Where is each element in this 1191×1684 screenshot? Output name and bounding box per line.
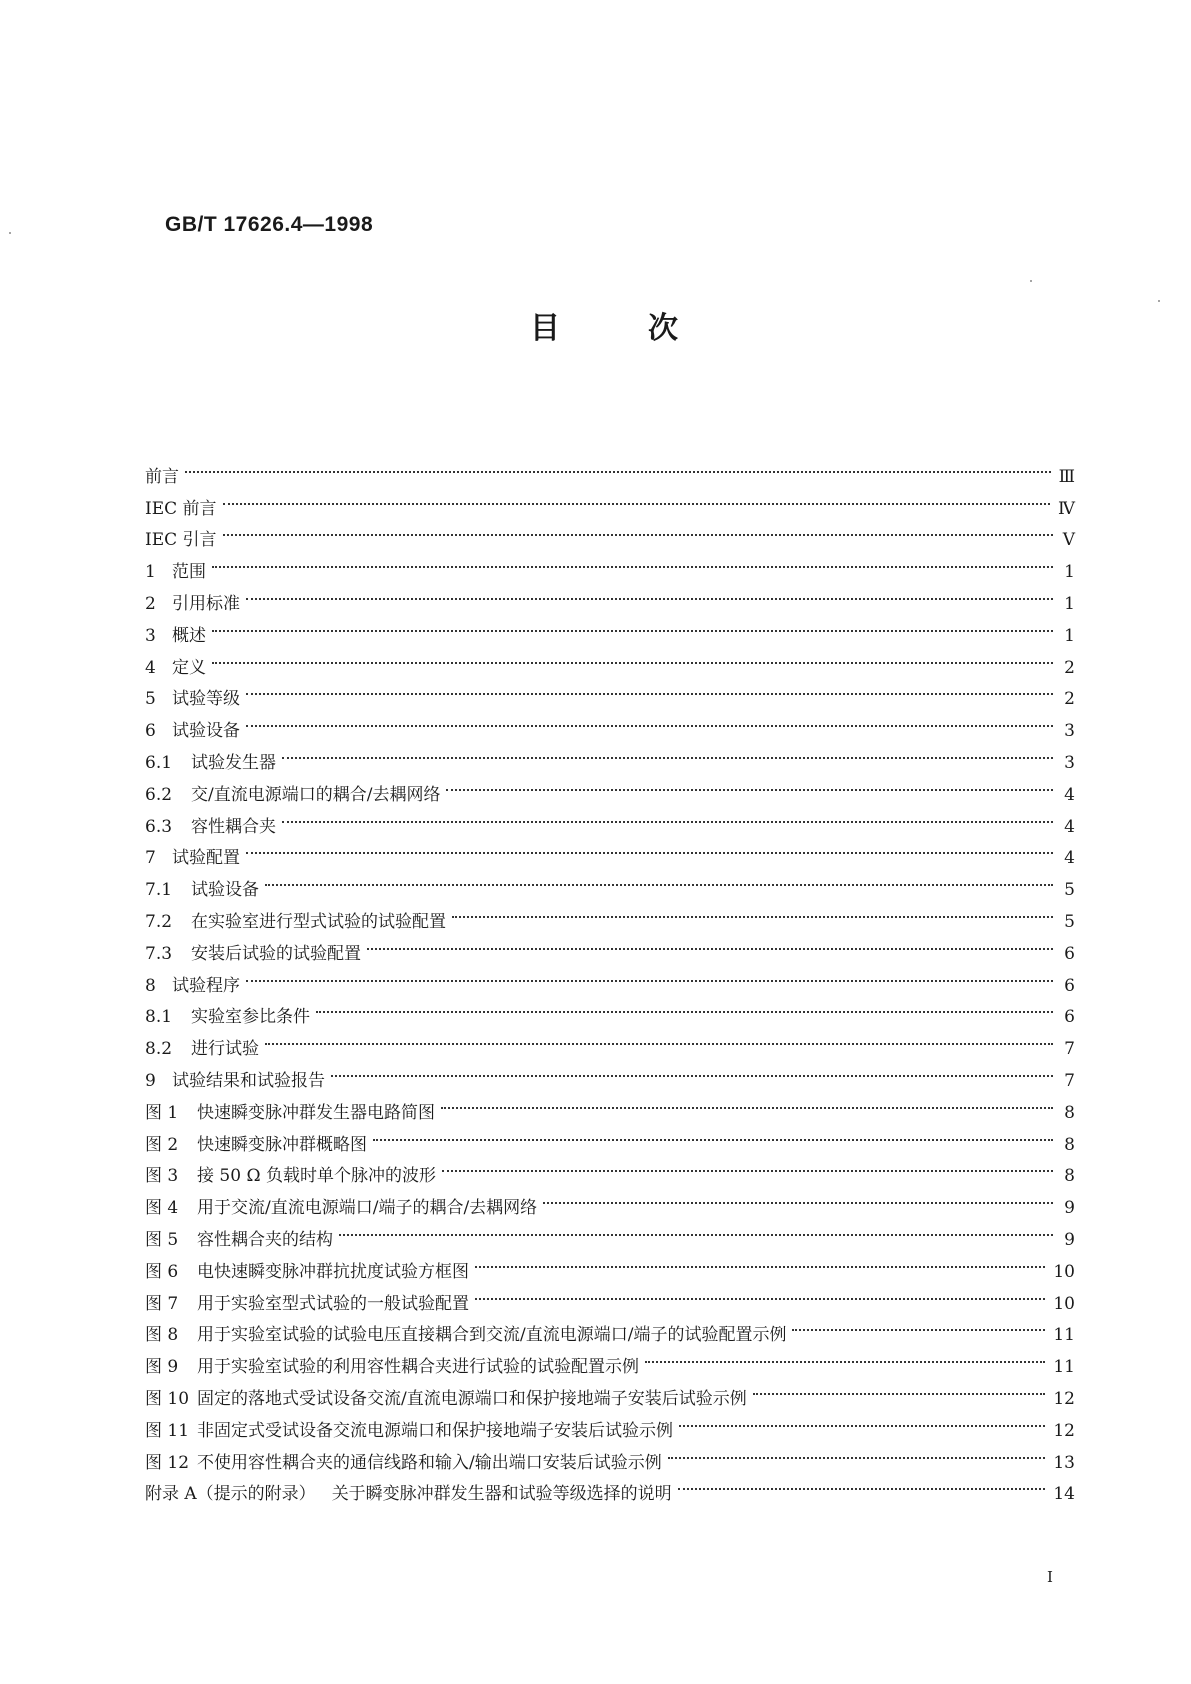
toc-entry[interactable] bbox=[145, 1054, 1075, 1091]
toc-entry-page: 6 bbox=[1064, 975, 1075, 996]
toc-entry[interactable] bbox=[145, 832, 1075, 869]
toc-leader-dots bbox=[265, 1022, 1053, 1054]
toc-entry-title: 快速瞬变脉冲群概略图 bbox=[197, 1134, 367, 1155]
toc-entry-title: IEC 引言 bbox=[145, 530, 217, 551]
toc-entry-title: 试验设备 bbox=[191, 880, 259, 901]
toc-leader-dots bbox=[441, 1086, 1053, 1118]
standard-code: GB/T 17626.4—1998 bbox=[165, 213, 374, 236]
toc-entry-title: 引用标准 bbox=[172, 593, 240, 614]
toc-leader-dots bbox=[316, 991, 1053, 1023]
toc-leader-dots bbox=[331, 1054, 1053, 1086]
toc-entry-label bbox=[145, 462, 185, 494]
toc-entry[interactable] bbox=[145, 991, 1075, 1028]
toc-entry-title: 试验结果和试验报告 bbox=[172, 1070, 325, 1091]
toc-leader-dots bbox=[678, 1468, 1046, 1500]
scan-speck bbox=[9, 232, 11, 234]
toc-entry[interactable] bbox=[145, 800, 1075, 837]
toc-entry-page: 8 bbox=[1064, 1102, 1075, 1123]
toc-entry-page: 1 bbox=[1064, 593, 1075, 614]
toc-entry-number: 6.1 bbox=[145, 752, 173, 773]
toc-entry-number: 7.3 bbox=[145, 943, 173, 964]
toc-leader-dots bbox=[246, 959, 1053, 991]
toc-entry-number: 8.1 bbox=[145, 1007, 173, 1028]
toc-entry-label bbox=[145, 1384, 753, 1416]
toc-entry-title: 固定的落地式受试设备交流/直流电源端口和保护接地端子安装后试验示例 bbox=[197, 1388, 747, 1409]
toc-entry-title: 容性耦合夹的结构 bbox=[197, 1229, 333, 1250]
toc-entry-label bbox=[145, 1161, 442, 1193]
toc-entry-number: 图 4 bbox=[145, 1198, 179, 1219]
scan-speck bbox=[1158, 300, 1160, 302]
toc-entry-title: 试验程序 bbox=[172, 975, 240, 996]
toc-leader-dots bbox=[543, 1181, 1053, 1213]
toc-entry-number: 6.3 bbox=[145, 816, 173, 837]
toc-leader-dots bbox=[679, 1404, 1045, 1436]
toc-entry-label bbox=[145, 1416, 679, 1448]
toc-entry-title: 范围 bbox=[172, 562, 206, 583]
toc-entry-number: 7.2 bbox=[145, 911, 173, 932]
toc-entry-page: 9 bbox=[1064, 1229, 1075, 1250]
toc-entry-label bbox=[145, 1034, 265, 1066]
toc-entry-number: 图 9 bbox=[145, 1357, 179, 1378]
toc-entry[interactable] bbox=[145, 1022, 1075, 1060]
toc-entry-page: 12 bbox=[1053, 1388, 1075, 1409]
toc-entry-page: 3 bbox=[1064, 721, 1075, 742]
toc-entry-number: 6.2 bbox=[145, 784, 173, 805]
toc-entry-number: 图 8 bbox=[145, 1325, 179, 1346]
toc-entry-page: Ⅲ bbox=[1058, 466, 1075, 487]
toc-entry[interactable] bbox=[145, 736, 1075, 773]
toc-entry-title: 安装后试验的试验配置 bbox=[191, 943, 361, 964]
toc-leader-dots bbox=[185, 450, 1051, 482]
toc-entry-page: Ⅳ bbox=[1058, 498, 1075, 519]
toc-entry[interactable] bbox=[145, 545, 1075, 583]
toc-entry-title: 不使用容性耦合夹的通信线路和输入/输出端口安装后试验示例 bbox=[197, 1452, 662, 1473]
toc-entry-title: 交/直流电源端口的耦合/去耦网络 bbox=[191, 784, 441, 805]
toc-entry-number: 3 bbox=[145, 625, 156, 646]
toc-leader-dots bbox=[265, 863, 1053, 895]
toc-entry[interactable] bbox=[145, 641, 1075, 678]
toc-entry-title: 用于实验室试验的利用容性耦合夹进行试验的试验配置示例 bbox=[197, 1357, 639, 1378]
toc-entry-page: 11 bbox=[1053, 1325, 1075, 1346]
toc-entry-number: 8 bbox=[145, 975, 156, 996]
toc-entry-label bbox=[145, 1479, 678, 1511]
toc-entry[interactable] bbox=[145, 895, 1075, 932]
toc-entry-page: 6 bbox=[1064, 943, 1075, 964]
toc-entry-title: 进行试验 bbox=[191, 1039, 259, 1060]
toc-entry-number: 5 bbox=[145, 689, 156, 710]
toc-entry-label bbox=[145, 716, 246, 748]
toc-leader-dots bbox=[452, 895, 1053, 927]
toc-entry-page: 7 bbox=[1064, 1039, 1075, 1060]
toc-entry-label bbox=[145, 1257, 475, 1289]
toc-entry-page: 7 bbox=[1064, 1070, 1075, 1091]
toc-entry-label bbox=[145, 494, 223, 526]
toc-entry-page: 12 bbox=[1053, 1420, 1075, 1441]
toc-entry-number: 图 1 bbox=[145, 1102, 179, 1123]
toc-leader-dots bbox=[246, 704, 1053, 736]
toc-entry-page: 2 bbox=[1064, 657, 1075, 678]
page-title-part2: 次 bbox=[648, 311, 678, 346]
toc-entry-page: 10 bbox=[1053, 1261, 1075, 1282]
toc-entry[interactable] bbox=[145, 704, 1075, 742]
toc-entry-label bbox=[145, 1066, 331, 1098]
toc-entry-title: 非固定式受试设备交流电源端口和保护接地端子安装后试验示例 bbox=[197, 1420, 673, 1441]
toc-entry-label bbox=[145, 1225, 339, 1257]
toc-entry-title: 试验等级 bbox=[172, 689, 240, 710]
toc-entry-label bbox=[145, 1289, 475, 1321]
toc-entry-page: 4 bbox=[1064, 784, 1075, 805]
toc-entry-label bbox=[145, 748, 282, 780]
page-number: I bbox=[1047, 1568, 1053, 1586]
toc-entry-page: 1 bbox=[1064, 562, 1075, 583]
toc-entry-title: 定义 bbox=[172, 657, 206, 678]
toc-entry-number: 图 11 bbox=[145, 1420, 190, 1441]
toc-entry-label bbox=[145, 1352, 645, 1384]
toc-entry-label bbox=[145, 875, 265, 907]
toc-entry-number: 2 bbox=[145, 593, 156, 614]
toc-entry-title: 电快速瞬变脉冲群抗扰度试验方框图 bbox=[197, 1261, 469, 1282]
toc-leader-dots bbox=[223, 514, 1053, 546]
toc-entry-page: 4 bbox=[1064, 848, 1075, 869]
toc-entry-page: 1 bbox=[1064, 625, 1075, 646]
toc-leader-dots bbox=[282, 736, 1053, 768]
toc-entry-number: 1 bbox=[145, 562, 156, 583]
toc-entry-title: 前言 bbox=[145, 466, 179, 487]
toc-entry-page: 11 bbox=[1053, 1357, 1075, 1378]
toc-entry-title: 用于交流/直流电源端口/端子的耦合/去耦网络 bbox=[197, 1198, 538, 1219]
toc-leader-dots bbox=[246, 673, 1053, 705]
toc-entry[interactable] bbox=[145, 768, 1075, 805]
toc-entry-number: 9 bbox=[145, 1070, 156, 1091]
toc-entry[interactable] bbox=[145, 863, 1075, 901]
toc-entry-number: 图 2 bbox=[145, 1134, 179, 1155]
toc-entry-title: 接 50 Ω 负载时单个脉冲的波形 bbox=[197, 1166, 436, 1187]
toc-leader-dots bbox=[339, 1213, 1053, 1245]
toc-entry-label bbox=[145, 684, 246, 716]
toc-leader-dots bbox=[442, 1150, 1053, 1182]
toc-entry-label bbox=[145, 653, 212, 685]
toc-entry-title: 实验室参比条件 bbox=[191, 1007, 310, 1028]
toc-entry-label bbox=[145, 1130, 373, 1162]
toc-entry-page: 10 bbox=[1053, 1293, 1075, 1314]
toc-entry-number: 6 bbox=[145, 721, 156, 742]
toc-entry-number: 7.1 bbox=[145, 880, 173, 901]
toc-entry-label bbox=[145, 621, 212, 653]
toc-entry-number: 7 bbox=[145, 848, 156, 869]
toc-entry-page: 6 bbox=[1064, 1007, 1075, 1028]
toc-leader-dots bbox=[223, 482, 1050, 514]
toc-entry-title: 用于实验室型式试验的一般试验配置 bbox=[197, 1293, 469, 1314]
toc-entry-label bbox=[145, 971, 246, 1003]
toc-entry-page: 8 bbox=[1064, 1166, 1075, 1187]
toc-leader-dots bbox=[645, 1340, 1045, 1372]
toc-entry-page: 9 bbox=[1064, 1198, 1075, 1219]
toc-entry-label bbox=[145, 1448, 668, 1480]
page-title-part1: 目 bbox=[530, 311, 560, 346]
toc-entry-number: 图 6 bbox=[145, 1261, 179, 1282]
toc-entry-page: 14 bbox=[1053, 1484, 1075, 1505]
toc-leader-dots bbox=[246, 832, 1053, 864]
toc-entry-title: 用于实验室试验的试验电压直接耦合到交流/直流电源端口/端子的试验配置示例 bbox=[197, 1325, 787, 1346]
toc-entry-page: 8 bbox=[1064, 1134, 1075, 1155]
toc-entry[interactable] bbox=[145, 609, 1075, 646]
toc-entry-number: 图 3 bbox=[145, 1166, 179, 1187]
toc-entry-label bbox=[145, 843, 246, 875]
toc-entry[interactable] bbox=[145, 482, 1075, 519]
table-of-contents bbox=[145, 450, 1075, 1505]
toc-leader-dots bbox=[246, 577, 1053, 609]
toc-entry[interactable] bbox=[145, 450, 1075, 487]
toc-leader-dots bbox=[212, 641, 1053, 673]
toc-entry-title: 概述 bbox=[172, 625, 206, 646]
toc-entry-number: 图 7 bbox=[145, 1293, 179, 1314]
toc-entry-page: 5 bbox=[1064, 880, 1075, 901]
toc-entry[interactable] bbox=[145, 577, 1075, 614]
toc-leader-dots bbox=[212, 609, 1053, 641]
toc-entry[interactable] bbox=[145, 514, 1075, 551]
page-title bbox=[530, 303, 678, 347]
toc-entry-title: 快速瞬变脉冲群发生器电路简图 bbox=[197, 1102, 435, 1123]
toc-entry-page: 2 bbox=[1064, 689, 1075, 710]
toc-leader-dots bbox=[475, 1245, 1045, 1277]
toc-entry-number: 图 10 bbox=[145, 1388, 190, 1409]
toc-leader-dots bbox=[282, 800, 1053, 832]
toc-entry-number: 图 12 bbox=[145, 1452, 190, 1473]
toc-entry[interactable] bbox=[145, 673, 1075, 710]
toc-entry-page: 3 bbox=[1064, 752, 1075, 773]
scan-speck bbox=[1030, 280, 1032, 282]
toc-leader-dots bbox=[212, 545, 1053, 577]
toc-entry-label bbox=[145, 557, 212, 589]
toc-entry-title: IEC 前言 bbox=[145, 498, 217, 519]
toc-entry-number: 4 bbox=[145, 657, 156, 678]
toc-entry-title: 试验发生器 bbox=[191, 752, 276, 773]
toc-leader-dots bbox=[475, 1277, 1045, 1309]
toc-leader-dots bbox=[668, 1436, 1046, 1468]
toc-entry-page: Ⅴ bbox=[1062, 530, 1075, 551]
toc-entry-number: 附录 A（提示的附录） bbox=[145, 1484, 316, 1505]
toc-entry-title: 试验配置 bbox=[172, 848, 240, 869]
toc-entry-page: 4 bbox=[1064, 816, 1075, 837]
toc-entry-number: 图 5 bbox=[145, 1229, 179, 1250]
toc-leader-dots bbox=[792, 1309, 1045, 1341]
toc-entry-label bbox=[145, 525, 223, 557]
toc-entry-number: 8.2 bbox=[145, 1039, 173, 1060]
toc-entry-page: 5 bbox=[1064, 911, 1075, 932]
toc-entry-title: 容性耦合夹 bbox=[191, 816, 276, 837]
toc-leader-dots bbox=[446, 768, 1053, 800]
toc-leader-dots bbox=[753, 1372, 1046, 1404]
toc-leader-dots bbox=[373, 1118, 1053, 1150]
toc-entry-page: 13 bbox=[1053, 1452, 1075, 1473]
toc-entry-title: 关于瞬变脉冲群发生器和试验等级选择的说明 bbox=[331, 1484, 672, 1505]
toc-entry-title: 试验设备 bbox=[172, 721, 240, 742]
toc-entry-title: 在实验室进行型式试验的试验配置 bbox=[191, 911, 446, 932]
toc-entry[interactable] bbox=[145, 959, 1075, 996]
toc-leader-dots bbox=[367, 927, 1053, 959]
